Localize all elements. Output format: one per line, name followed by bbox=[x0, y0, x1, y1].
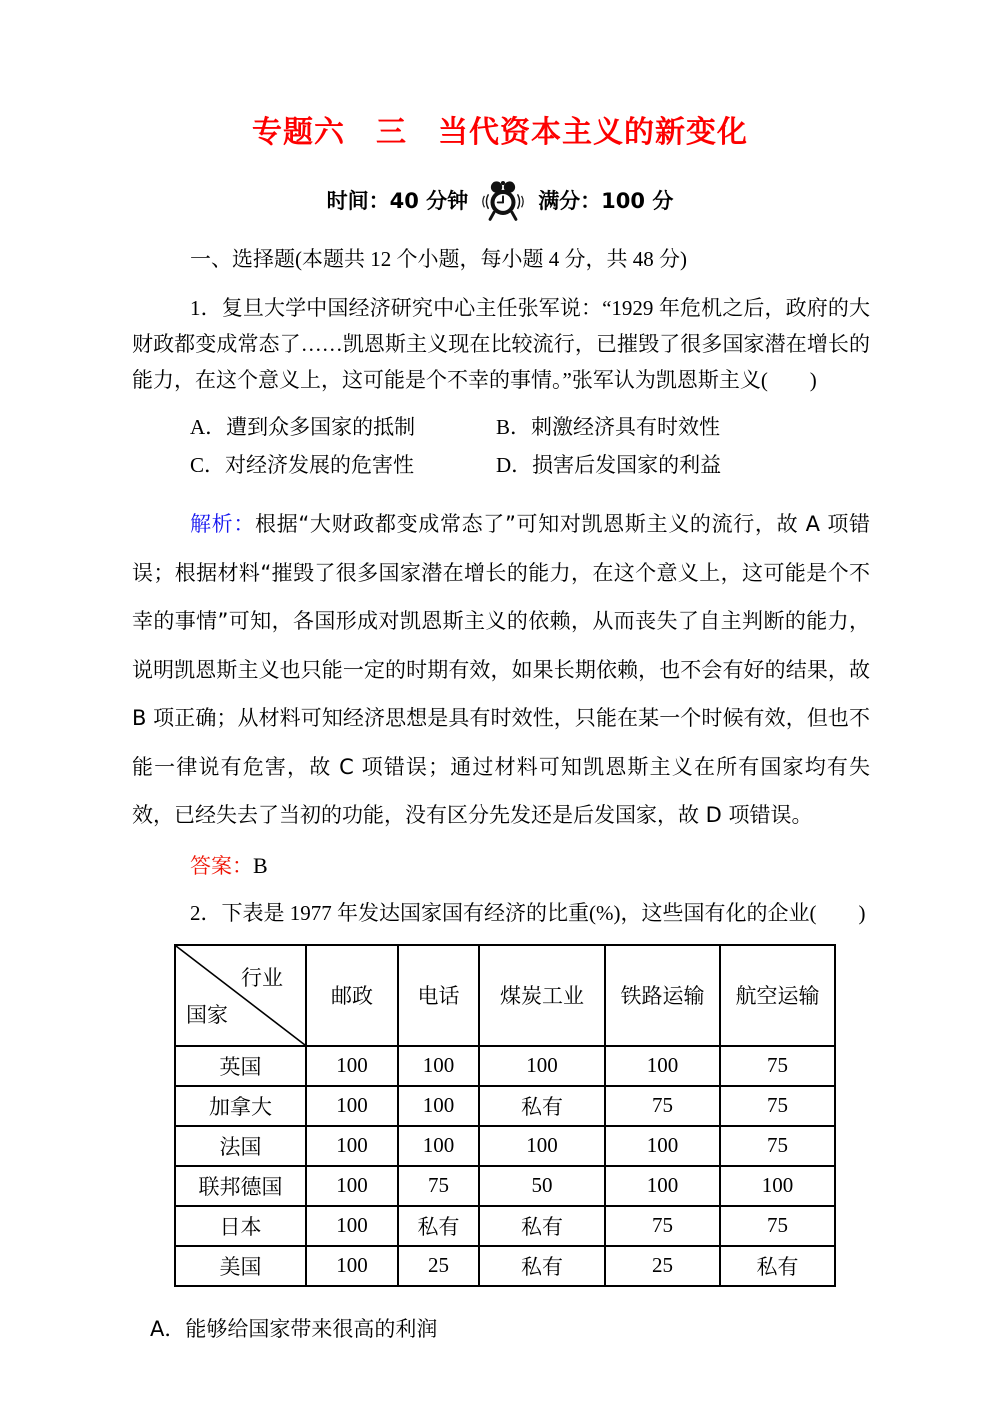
table-cell: 100 bbox=[306, 1126, 398, 1166]
country-cell: 日本 bbox=[175, 1206, 306, 1246]
page-content bbox=[132, 244, 870, 1343]
analysis-paragraph bbox=[132, 500, 870, 840]
table-corner-cell bbox=[175, 945, 306, 1046]
corner-label-country: 国家 bbox=[186, 1002, 228, 1027]
answer-line bbox=[132, 849, 870, 883]
country-cell: 法国 bbox=[175, 1126, 306, 1166]
score-label: 满分：100 分 bbox=[538, 189, 674, 213]
answer-value: B bbox=[253, 852, 268, 878]
corner-label-industry: 行业 bbox=[241, 965, 283, 990]
country-cell: 加拿大 bbox=[175, 1086, 306, 1126]
table-row bbox=[175, 1086, 835, 1126]
analysis-body: 根据“大财政都变成常态了”可知对凯恩斯主义的流行，故 A 项错误；根据材料“摧毁了很多国家潜在增长的能力，在这个意义上，这可能是个不幸的事情”可知，各国形成对凯恩斯主义的依赖，从而丧失了自主判断的能力，说明凯恩斯主义也只能一定的时期有效，如果长期依赖，也不会有好的结果，故 B 项正确；从材料可知经济思想是具有时效性，只能在某一个时候有效，但也不能一律说有危害，故 C 项错误；通过材料可知凯恩斯主义在所有国家均有失效，已经失去了当初的功能，没有区分先发还是后发国家，故 D 项错误。 bbox=[132, 512, 871, 827]
table-row bbox=[175, 1046, 835, 1086]
table-cell: 100 bbox=[605, 1126, 720, 1166]
table-cell: 100 bbox=[605, 1046, 720, 1086]
table-cell: 100 bbox=[398, 1086, 479, 1126]
table-column-header: 邮政 bbox=[306, 945, 398, 1046]
option-row bbox=[190, 407, 870, 445]
table-cell: 私有 bbox=[398, 1206, 479, 1246]
table-column-header: 铁路运输 bbox=[605, 945, 720, 1046]
table-row bbox=[175, 1166, 835, 1206]
table-cell: 75 bbox=[720, 1086, 835, 1126]
country-cell: 联邦德国 bbox=[175, 1166, 306, 1206]
table-cell: 100 bbox=[306, 1246, 398, 1286]
section-heading: 一、选择题(本题共 12 个小题，每小题 4 分，共 48 分) bbox=[190, 247, 687, 271]
table-cell: 100 bbox=[720, 1166, 835, 1206]
table-column-header: 航空运输 bbox=[720, 945, 835, 1046]
option-c: C．对经济发展的危害性 bbox=[190, 453, 415, 477]
alarm-clock-icon bbox=[480, 179, 526, 221]
table-row bbox=[175, 1206, 835, 1246]
table-column-header: 煤炭工业 bbox=[479, 945, 605, 1046]
table-column-header: 电话 bbox=[398, 945, 479, 1046]
option-row bbox=[190, 445, 870, 483]
table-row bbox=[175, 1126, 835, 1166]
table-cell: 25 bbox=[605, 1246, 720, 1286]
table-cell: 100 bbox=[306, 1046, 398, 1086]
option-a: A．遭到众多国家的抵制 bbox=[190, 415, 416, 439]
option-d: D．损害后发国家的利益 bbox=[496, 453, 722, 477]
table-cell: 25 bbox=[398, 1246, 479, 1286]
nationalization-table bbox=[174, 944, 836, 1287]
page-title: 专题六 三 当代资本主义的新变化 bbox=[252, 115, 748, 150]
country-cell: 美国 bbox=[175, 1246, 306, 1286]
table-cell: 75 bbox=[720, 1206, 835, 1246]
table-cell: 50 bbox=[479, 1166, 605, 1206]
table-cell: 私有 bbox=[720, 1246, 835, 1286]
question-2-text: 2．下表是 1977 年发达国家国有经济的比重(%)，这些国有化的企业( ) bbox=[190, 900, 866, 925]
table-cell: 75 bbox=[720, 1126, 835, 1166]
table-cell: 75 bbox=[605, 1206, 720, 1246]
table-cell: 100 bbox=[479, 1126, 605, 1166]
country-cell: 英国 bbox=[175, 1046, 306, 1086]
table-cell: 75 bbox=[720, 1046, 835, 1086]
answer-label: 答案： bbox=[190, 853, 253, 878]
table-header-row bbox=[175, 945, 835, 1046]
table-cell: 100 bbox=[306, 1166, 398, 1206]
table-cell: 100 bbox=[398, 1046, 479, 1086]
table-cell: 100 bbox=[306, 1206, 398, 1246]
table-cell: 私有 bbox=[479, 1086, 605, 1126]
analysis-label: 解析： bbox=[190, 512, 256, 536]
table-cell: 私有 bbox=[479, 1206, 605, 1246]
table-cell: 100 bbox=[479, 1046, 605, 1086]
question-1-options bbox=[132, 407, 870, 483]
table-cell: 100 bbox=[398, 1126, 479, 1166]
diagonal-line bbox=[176, 946, 305, 1045]
question-1-text: 1．复旦大学中国经济研究中心主任张军说：“1929 年危机之后，政府的大财政都变成常态了……凯恩斯主义现在比较流行，已摧毁了很多国家潜在增长的能力，在这个意义上，这可能是个不幸的事情。”张军认为凯恩斯主义( ) bbox=[132, 296, 870, 392]
time-label: 时间：40 分钟 bbox=[326, 189, 469, 213]
table-row bbox=[175, 1246, 835, 1286]
table-cell: 100 bbox=[306, 1086, 398, 1126]
table-cell: 75 bbox=[605, 1086, 720, 1126]
table-cell: 75 bbox=[398, 1166, 479, 1206]
table-cell: 100 bbox=[605, 1166, 720, 1206]
exam-info-line bbox=[0, 178, 1000, 222]
question-2-option-a: A．能够给国家带来很高的利润 bbox=[150, 1316, 438, 1341]
option-b: B．刺激经济具有时效性 bbox=[496, 415, 721, 439]
table-cell: 私有 bbox=[479, 1246, 605, 1286]
